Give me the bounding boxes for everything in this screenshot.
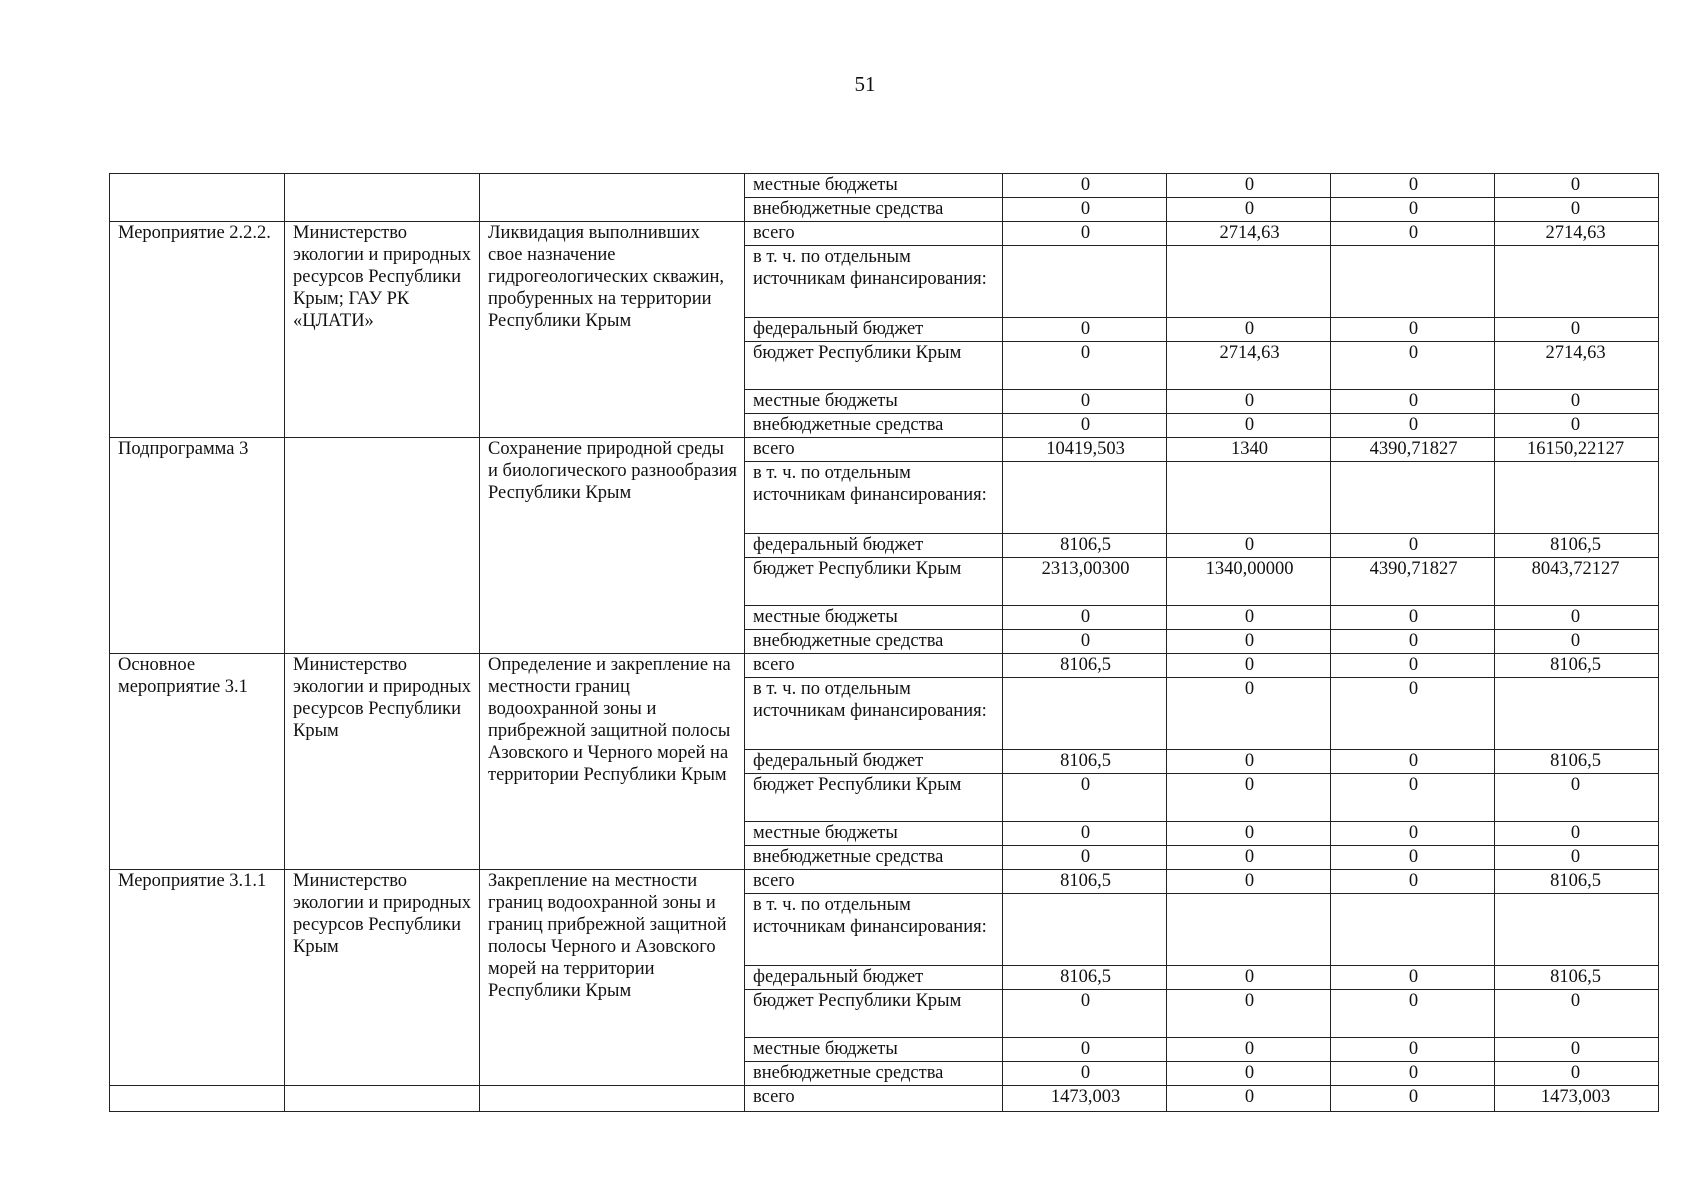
amount-cell — [1003, 678, 1167, 750]
amount-cell: 2313,00300 — [1003, 558, 1167, 606]
amount-cell: 0 — [1003, 222, 1167, 246]
amount-cell — [1331, 246, 1495, 318]
funding-source-cell: местные бюджеты — [745, 390, 1003, 414]
amount-cell: 8106,5 — [1003, 966, 1167, 990]
amount-cell: 0 — [1495, 822, 1659, 846]
amount-cell: 8106,5 — [1495, 654, 1659, 678]
funding-source-cell: местные бюджеты — [745, 1038, 1003, 1062]
funding-source-cell: внебюджетные средства — [745, 414, 1003, 438]
amount-cell — [1167, 462, 1331, 534]
funding-source-cell: федеральный бюджет — [745, 966, 1003, 990]
funding-source-cell: федеральный бюджет — [745, 318, 1003, 342]
amount-cell: 0 — [1495, 318, 1659, 342]
amount-cell: 0 — [1167, 774, 1331, 822]
funding-source-cell: местные бюджеты — [745, 822, 1003, 846]
amount-cell: 8106,5 — [1003, 654, 1167, 678]
amount-cell: 0 — [1167, 630, 1331, 654]
funding-source-cell: внебюджетные средства — [745, 198, 1003, 222]
amount-cell: 0 — [1331, 414, 1495, 438]
activity-name-cell — [110, 174, 285, 222]
funding-source-cell: бюджет Республики Крым — [745, 342, 1003, 390]
amount-cell: 0 — [1495, 990, 1659, 1038]
description-cell — [480, 1086, 745, 1112]
amount-cell — [1331, 894, 1495, 966]
activity-name-cell: Основное мероприятие 3.1 — [110, 654, 285, 870]
funding-source-cell: всего — [745, 1086, 1003, 1112]
amount-cell: 0 — [1495, 414, 1659, 438]
amount-cell: 2714,63 — [1167, 222, 1331, 246]
amount-cell: 0 — [1331, 654, 1495, 678]
funding-source-cell: бюджет Республики Крым — [745, 774, 1003, 822]
amount-cell: 0 — [1167, 1062, 1331, 1086]
funding-source-cell: в т. ч. по отдельным источникам финансирования: — [745, 246, 1003, 318]
amount-cell: 8106,5 — [1495, 534, 1659, 558]
amount-cell: 0 — [1167, 174, 1331, 198]
executor-cell — [285, 438, 480, 654]
amount-cell: 0 — [1167, 534, 1331, 558]
amount-cell: 8106,5 — [1003, 870, 1167, 894]
amount-cell: 0 — [1003, 390, 1167, 414]
amount-cell: 0 — [1331, 870, 1495, 894]
page-number: 51 — [854, 72, 876, 96]
amount-cell: 0 — [1331, 1038, 1495, 1062]
amount-cell: 0 — [1003, 1038, 1167, 1062]
amount-cell: 0 — [1495, 390, 1659, 414]
amount-cell: 0 — [1495, 606, 1659, 630]
amount-cell: 0 — [1003, 630, 1167, 654]
amount-cell: 0 — [1331, 174, 1495, 198]
description-cell: Закрепление на местности границ водоохранной зоны и границ прибрежной защитной полосы Черного и Азовского морей на территории Республики Крым — [480, 870, 745, 1086]
description-cell: Сохранение природной среды и биологического разнообразия Республики Крым — [480, 438, 745, 654]
executor-cell: Министерство экологии и природных ресурсов Республики Крым — [285, 654, 480, 870]
amount-cell — [1003, 894, 1167, 966]
amount-cell: 8043,72127 — [1495, 558, 1659, 606]
amount-cell: 2714,63 — [1167, 342, 1331, 390]
funding-source-cell: местные бюджеты — [745, 174, 1003, 198]
activity-name-cell: Мероприятие 2.2.2. — [110, 222, 285, 438]
amount-cell: 1473,003 — [1003, 1086, 1167, 1112]
amount-cell: 0 — [1167, 678, 1331, 750]
amount-cell: 16150,22127 — [1495, 438, 1659, 462]
amount-cell: 0 — [1495, 198, 1659, 222]
amount-cell: 8106,5 — [1495, 870, 1659, 894]
funding-source-cell: в т. ч. по отдельным источникам финансирования: — [745, 462, 1003, 534]
amount-cell: 10419,503 — [1003, 438, 1167, 462]
amount-cell: 0 — [1003, 1062, 1167, 1086]
amount-cell — [1167, 246, 1331, 318]
amount-cell: 0 — [1003, 846, 1167, 870]
amount-cell — [1331, 462, 1495, 534]
amount-cell: 0 — [1331, 342, 1495, 390]
description-cell — [480, 174, 745, 222]
amount-cell: 0 — [1331, 750, 1495, 774]
amount-cell: 0 — [1495, 846, 1659, 870]
table-row — [110, 174, 1659, 198]
amount-cell: 0 — [1167, 318, 1331, 342]
amount-cell: 0 — [1003, 174, 1167, 198]
funding-source-cell: федеральный бюджет — [745, 750, 1003, 774]
amount-cell: 0 — [1167, 198, 1331, 222]
amount-cell: 0 — [1331, 198, 1495, 222]
funding-source-cell: всего — [745, 438, 1003, 462]
amount-cell: 0 — [1167, 654, 1331, 678]
amount-cell: 1473,003 — [1495, 1086, 1659, 1112]
amount-cell: 0 — [1167, 414, 1331, 438]
description-cell: Ликвидация выполнивших свое назначение гидрогеологических скважин, пробуренных на территории Республики Крым — [480, 222, 745, 438]
amount-cell: 1340,00000 — [1167, 558, 1331, 606]
amount-cell: 0 — [1003, 342, 1167, 390]
amount-cell: 0 — [1331, 678, 1495, 750]
amount-cell: 4390,71827 — [1331, 438, 1495, 462]
amount-cell: 0 — [1331, 774, 1495, 822]
executor-cell — [285, 174, 480, 222]
amount-cell: 0 — [1331, 846, 1495, 870]
amount-cell: 0 — [1167, 966, 1331, 990]
amount-cell: 0 — [1003, 774, 1167, 822]
amount-cell: 0 — [1495, 174, 1659, 198]
funding-source-cell: федеральный бюджет — [745, 534, 1003, 558]
amount-cell — [1495, 462, 1659, 534]
amount-cell: 0 — [1331, 1086, 1495, 1112]
amount-cell: 2714,63 — [1495, 342, 1659, 390]
executor-cell — [285, 1086, 480, 1112]
funding-source-cell: в т. ч. по отдельным источникам финансирования: — [745, 678, 1003, 750]
funding-source-cell: всего — [745, 654, 1003, 678]
funding-source-cell: внебюджетные средства — [745, 846, 1003, 870]
amount-cell: 8106,5 — [1003, 750, 1167, 774]
amount-cell: 0 — [1003, 822, 1167, 846]
budget-table — [109, 173, 1659, 1112]
funding-source-cell: местные бюджеты — [745, 606, 1003, 630]
executor-cell: Министерство экологии и природных ресурсов Республики Крым; ГАУ РК «ЦЛАТИ» — [285, 222, 480, 438]
amount-cell: 0 — [1495, 1062, 1659, 1086]
amount-cell: 2714,63 — [1495, 222, 1659, 246]
amount-cell: 0 — [1167, 1086, 1331, 1112]
activity-name-cell — [110, 1086, 285, 1112]
activity-name-cell: Подпрограмма 3 — [110, 438, 285, 654]
amount-cell: 0 — [1167, 846, 1331, 870]
amount-cell — [1495, 894, 1659, 966]
amount-cell: 0 — [1167, 870, 1331, 894]
amount-cell: 4390,71827 — [1331, 558, 1495, 606]
amount-cell: 0 — [1331, 990, 1495, 1038]
amount-cell: 0 — [1331, 630, 1495, 654]
amount-cell: 0 — [1167, 606, 1331, 630]
amount-cell: 0 — [1003, 318, 1167, 342]
amount-cell: 0 — [1167, 750, 1331, 774]
amount-cell: 0 — [1003, 990, 1167, 1038]
table-row — [110, 222, 1659, 246]
amount-cell — [1003, 246, 1167, 318]
table-row — [110, 1086, 1659, 1112]
funding-source-cell: бюджет Республики Крым — [745, 558, 1003, 606]
amount-cell — [1495, 246, 1659, 318]
funding-source-cell: внебюджетные средства — [745, 1062, 1003, 1086]
table-row — [110, 438, 1659, 462]
amount-cell: 0 — [1003, 198, 1167, 222]
amount-cell: 0 — [1495, 774, 1659, 822]
amount-cell: 0 — [1331, 1062, 1495, 1086]
funding-source-cell: внебюджетные средства — [745, 630, 1003, 654]
table-row — [110, 870, 1659, 894]
amount-cell: 0 — [1331, 390, 1495, 414]
amount-cell: 0 — [1003, 414, 1167, 438]
description-cell: Определение и закрепление на местности границ водоохранной зоны и прибрежной защитной полосы Азовского и Черного морей на территории Республики Крым — [480, 654, 745, 870]
funding-source-cell: всего — [745, 870, 1003, 894]
amount-cell: 8106,5 — [1003, 534, 1167, 558]
amount-cell — [1167, 894, 1331, 966]
budget-table-body — [110, 174, 1659, 1112]
amount-cell: 0 — [1331, 966, 1495, 990]
amount-cell: 0 — [1167, 1038, 1331, 1062]
amount-cell: 0 — [1495, 1038, 1659, 1062]
amount-cell: 8106,5 — [1495, 966, 1659, 990]
activity-name-cell: Мероприятие 3.1.1 — [110, 870, 285, 1086]
amount-cell: 0 — [1003, 606, 1167, 630]
funding-source-cell: всего — [745, 222, 1003, 246]
amount-cell: 0 — [1167, 990, 1331, 1038]
amount-cell — [1495, 678, 1659, 750]
amount-cell: 0 — [1331, 534, 1495, 558]
funding-source-cell: бюджет Республики Крым — [745, 990, 1003, 1038]
funding-source-cell: в т. ч. по отдельным источникам финансирования: — [745, 894, 1003, 966]
amount-cell: 1340 — [1167, 438, 1331, 462]
amount-cell — [1003, 462, 1167, 534]
amount-cell: 0 — [1331, 318, 1495, 342]
amount-cell: 8106,5 — [1495, 750, 1659, 774]
amount-cell: 0 — [1331, 222, 1495, 246]
amount-cell: 0 — [1331, 606, 1495, 630]
table-row — [110, 654, 1659, 678]
amount-cell: 0 — [1331, 822, 1495, 846]
amount-cell: 0 — [1167, 822, 1331, 846]
executor-cell: Министерство экологии и природных ресурсов Республики Крым — [285, 870, 480, 1086]
amount-cell: 0 — [1495, 630, 1659, 654]
amount-cell: 0 — [1167, 390, 1331, 414]
